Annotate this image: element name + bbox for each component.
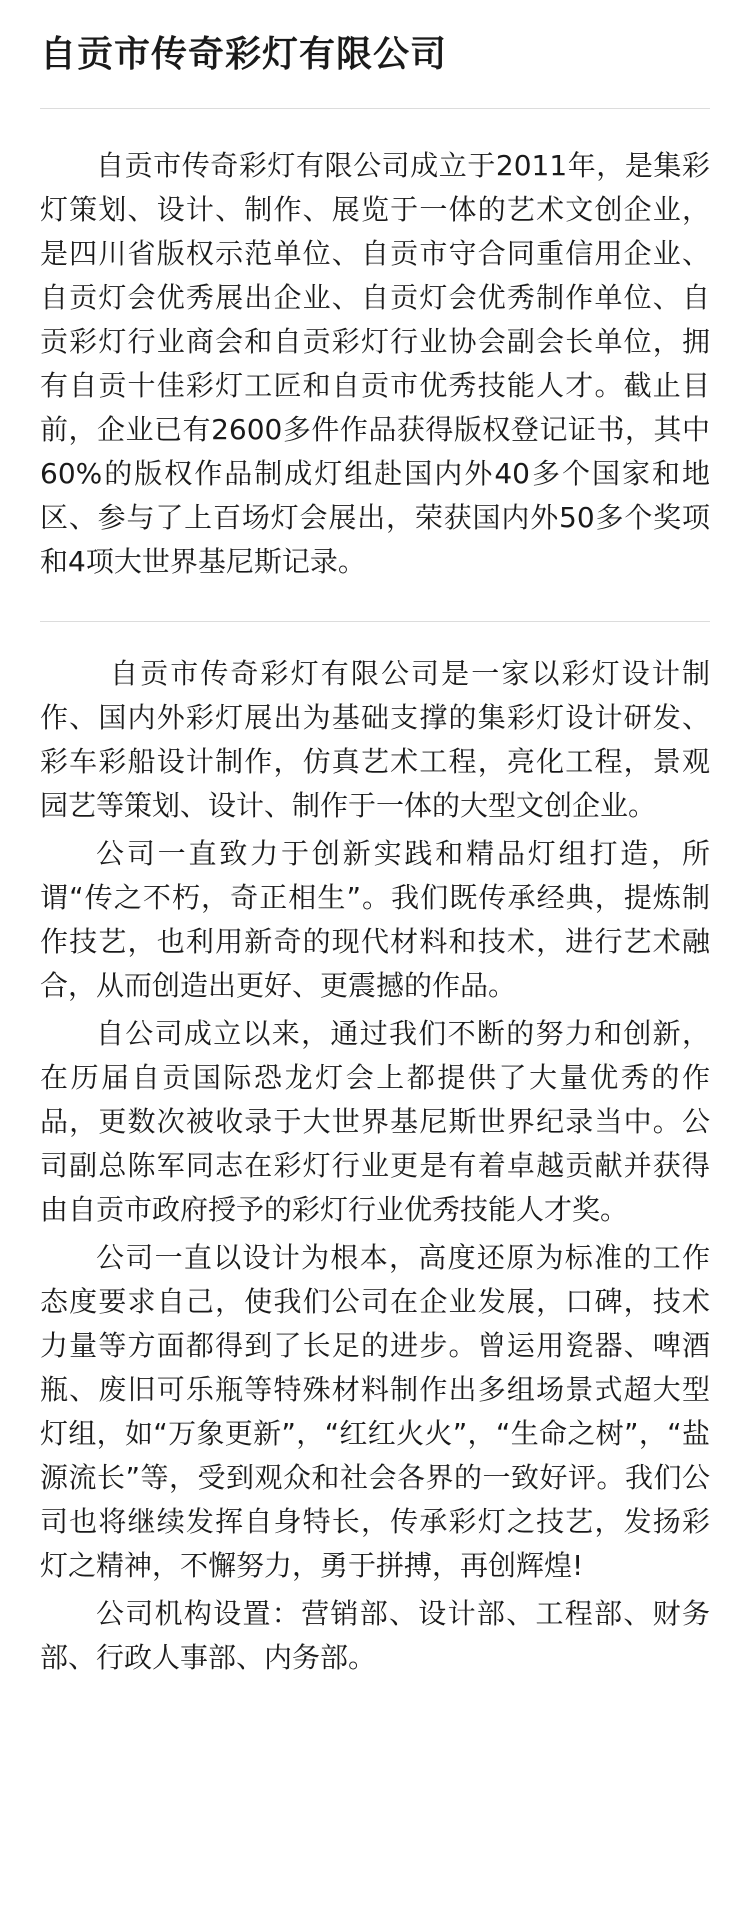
body-paragraph-philosophy: 公司一直以设计为根本，高度还原为标准的工作态度要求自己，使我们公司在企业发展，口碑，技术力量等方面都得到了长足的进步。曾运用瓷器、啤酒瓶、废旧可乐瓶等特殊材料制作出多组场景式超大型灯组，如“万象更新”，“红红火火”，“生命之树”，“盐源流长”等，受到观众和社会各界的一致好评。我们公司也将继续发挥自身特长，传承彩灯之技艺，发扬彩灯之精神，不懈努力，勇于拼搏，再创辉煌! xyxy=(40,1241,710,1582)
body-paragraph-history: 自公司成立以来，通过我们不断的努力和创新，在历届自贡国际恐龙灯会上都提供了大量优秀的作品，更数次被收录于大世界基尼斯世界纪录当中。公司副总陈军同志在彩灯行业更是有着卓越贡献并获得由自贡市政府授予的彩灯行业优秀技能人才奖。 xyxy=(40,1017,710,1226)
article-title: 自贡市传奇彩灯有限公司 xyxy=(40,34,448,75)
intro-paragraph: 自贡市传奇彩灯有限公司成立于2011年，是集彩灯策划、设计、制作、展览于一体的艺术文创企业，是四川省版权示范单位、自贡市守合同重信用企业、自贡灯会优秀展出企业、自贡灯会优秀制作单位、自贡彩灯行业商会和自贡彩灯行业协会副会长单位，拥有自贡十佳彩灯工匠和自贡市优秀技能人才。截止目前，企业已有2600多件作品获得版权登记证书，其中60%的版权作品制成灯组赴国内外40多个国家和地区、参与了上百场灯会展出，荣获国内外50多个奖项和4项大世界基尼斯记录。 xyxy=(40,149,710,578)
body-paragraph-overview: 自贡市传奇彩灯有限公司是一家以彩灯设计制作、国内外彩灯展出为基础支撑的集彩灯设计研发、彩车彩船设计制作，仿真艺术工程，亮化工程，景观园艺等策划、设计、制作于一体的大型文创企业。 xyxy=(40,657,710,822)
intro-section xyxy=(40,109,710,621)
body-paragraph-innovation: 公司一直致力于创新实践和精品灯组打造，所谓“传之不朽，奇正相生”。我们既传承经典，提炼制作技艺，也利用新奇的现代材料和技术，进行艺术融合，从而创造出更好、更震撼的作品。 xyxy=(40,837,710,1002)
body-paragraph-departments: 公司机构设置：营销部、设计部、工程部、财务部、行政人事部、内务部。 xyxy=(40,1597,710,1674)
company-description-section xyxy=(40,622,710,1680)
